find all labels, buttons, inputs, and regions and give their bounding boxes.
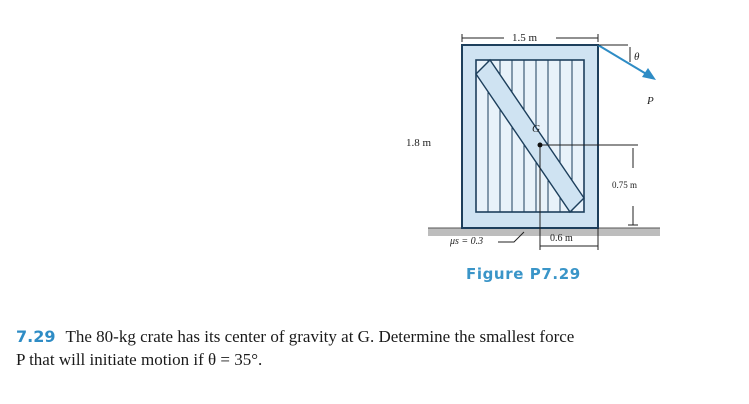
- dim-top-label: 1.5 m: [512, 32, 538, 44]
- figure-caption: Figure P7.29: [466, 265, 581, 283]
- problem-statement: [16, 325, 736, 371]
- force-arrow-line: [598, 45, 648, 75]
- dim-left-label: 1.8 m: [406, 137, 432, 149]
- force-label: P: [647, 95, 654, 107]
- dim-g-offset-label: 0.6 m: [550, 233, 573, 244]
- angle-label: θ: [634, 51, 640, 63]
- force-arrowhead: [642, 68, 656, 80]
- problem-line-1: [16, 325, 736, 348]
- center-of-gravity-point: [538, 143, 543, 148]
- crate-figure: [400, 20, 680, 290]
- dim-g-height-label: 0.75 m: [612, 180, 638, 190]
- problem-number: 7.29: [16, 327, 56, 346]
- problem-text-line-1: The 80-kg crate has its center of gravity at G. Determine the smallest force: [65, 327, 575, 346]
- friction-label: μs = 0.3: [450, 236, 484, 247]
- center-label: G: [532, 123, 540, 135]
- problem-text-line-2: P that will initiate motion if θ = 35°.: [16, 350, 263, 369]
- ground-surface: [428, 228, 660, 236]
- crate-diagram: [400, 20, 680, 290]
